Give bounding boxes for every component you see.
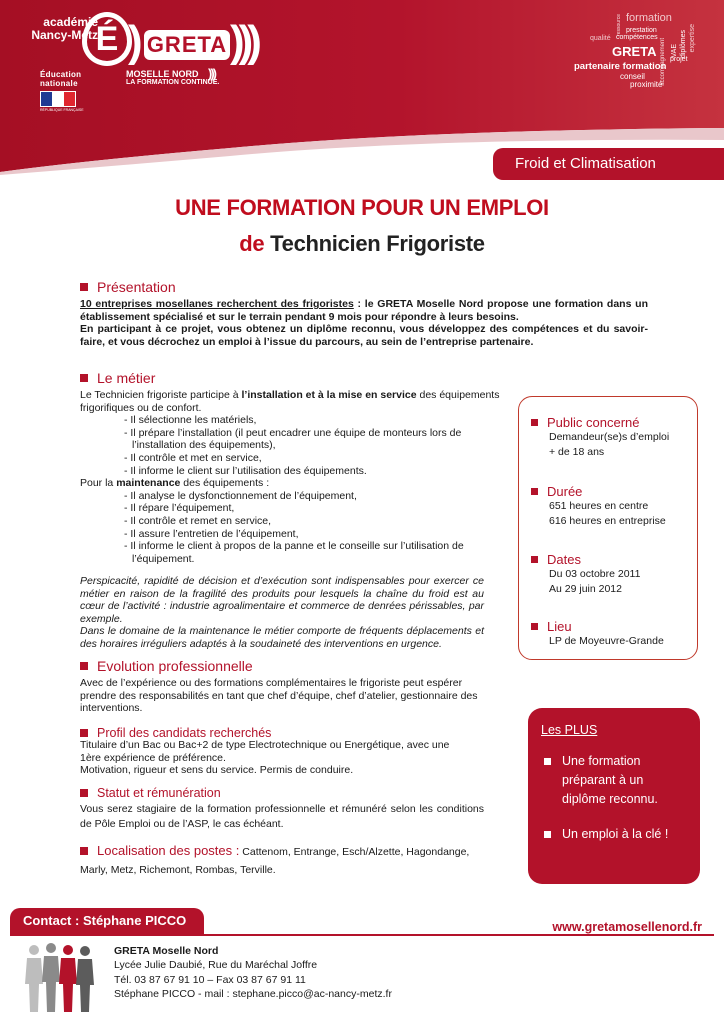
metier-italic2: Dans le domaine de la maintenance le métier comporte de fréquents déplacements et des horaires irréguliers adaptés à la soudaineté des interventions en urgence.	[80, 625, 484, 650]
wc-diplomes: diplômes	[680, 30, 687, 59]
education-line1: Éducation	[40, 70, 82, 79]
profil-line1: Titulaire d’un Bac ou Bac+2 de type Electrotechnique ou Energétique, avec une	[80, 739, 450, 751]
metier-text	[80, 389, 500, 565]
plus-item2-text: Un emploi à la clé !	[562, 827, 669, 841]
info-duree-line: 651 heures en centre	[549, 500, 649, 512]
wc-competences: compétences	[616, 34, 658, 41]
plus-box	[528, 708, 700, 884]
maint-item: - Il assure l’entretien de l’équipement,	[124, 527, 299, 540]
info-box	[518, 396, 698, 660]
install-item: - Il informe le client sur l’utilisation des équipements.	[124, 464, 367, 477]
bullet-square-icon	[80, 729, 88, 737]
section-heading-metier	[80, 370, 155, 386]
bullet-square-icon	[80, 283, 88, 291]
wc-ressource: ressource	[616, 14, 622, 36]
profil-line3: Motivation, rigueur et sens du service. Permis de conduire.	[80, 764, 354, 777]
academie-line1: académie	[43, 15, 98, 29]
localisation-block	[80, 842, 510, 879]
maint-intro-b: des équipements :	[180, 477, 270, 490]
bullet-square-icon	[80, 847, 88, 855]
footer-address	[114, 944, 392, 1002]
info-duree-title: Durée	[547, 484, 583, 499]
localisation-inline: Cattenom, Entrange, Esch/Alzette, Hagondange,	[239, 846, 470, 858]
footer-divider	[10, 934, 714, 936]
section-heading-presentation	[80, 279, 176, 295]
french-flag-icon	[40, 91, 76, 107]
greta-moselle-nord: MOSELLE NORD	[126, 69, 199, 79]
bullet-square-icon	[544, 758, 551, 765]
install-item: - Il prépare l’installation (il peut encadrer une équipe de monteurs lors de	[124, 426, 462, 439]
footer-org: GRETA Moselle Nord	[114, 945, 219, 957]
metier-intro-a: Le Technicien frigoriste participe à	[80, 389, 242, 401]
wc-vae: VAE	[671, 44, 678, 58]
info-duree-heading	[531, 484, 666, 499]
republique-text: RÉPUBLIQUE FRANÇAISE	[40, 108, 84, 112]
info-lieu-heading	[531, 619, 664, 634]
info-public-heading	[531, 415, 669, 430]
presentation-para1	[80, 298, 648, 323]
presentation-para2: En participant à ce projet, vous obtenez un diplôme reconnu, vous développez des compétences et du savoir-faire, et vous décrochez un emploi à l’issue du parcours, au sein de l’entreprise partenaire.	[80, 323, 648, 348]
footer-mail: Stéphane PICCO - mail : stephane.picco@ac-nancy-metz.fr	[114, 988, 392, 1001]
info-public-line: Demandeur(se)s d’emploi	[549, 431, 670, 443]
metier-intro	[80, 389, 500, 414]
wc-projet: projet	[670, 56, 688, 63]
localisation-heading: Localisation des postes :	[97, 843, 240, 858]
maint-item: - Il contrôle et remet en service,	[124, 514, 272, 527]
localisation-line2: Marly, Metz, Richemont, Rombas, Terville.	[80, 864, 276, 876]
metier-heading: Le métier	[97, 370, 156, 386]
statut-text: Vous serez stagiaire de la formation professionnelle et rémunéré selon les conditions de Pôle Emploi ou de l’ASP, le cas échéant.	[80, 803, 484, 830]
wc-partenaire-formation: partenaire formation	[574, 61, 667, 72]
metier-intro-b: des équipements frigorifiques ou de confort.	[80, 389, 500, 414]
footer-street: Lycée Julie Daubié, Rue du Maréchal Joffre	[114, 959, 318, 972]
presentation-lead: 10 entreprises mosellanes recherchent des frigoristes	[80, 298, 354, 310]
maintenance-intro	[80, 477, 500, 490]
info-dates-heading	[531, 552, 640, 567]
contact-tab: Contact : Stéphane PICCO	[10, 908, 204, 934]
profil-text	[80, 739, 500, 777]
maint-intro-a: Pour la	[80, 477, 117, 490]
subtitle-job: Technicien Frigoriste	[270, 231, 485, 256]
info-lieu-title: Lieu	[547, 619, 572, 634]
presentation-text	[80, 298, 648, 348]
bullet-square-icon	[531, 419, 538, 426]
maint-item: - Il informe le client à propos de la panne et le conseille sur l’utilisation de	[124, 540, 464, 553]
info-dates-title: Dates	[547, 552, 581, 567]
plus-item-formation	[544, 752, 658, 809]
bullet-square-icon	[80, 374, 88, 382]
subtitle-prefix: de	[239, 231, 265, 256]
section-heading-statut	[80, 785, 221, 801]
education-line2: nationale	[40, 79, 78, 88]
install-item: - Il sélectionne les matériels,	[124, 414, 257, 427]
plus-item-emploi	[544, 825, 668, 844]
main-title: UNE FORMATION POUR UN EMPLOI	[175, 195, 549, 220]
localisation-line1	[80, 842, 510, 861]
bullet-square-icon	[531, 623, 538, 630]
metier-italic1: Perspicacité, rapidité de décision et d’exécution sont indispensables pour exercer ce métier en raison de la fragilité des produits pour lesquels la chaîne du froid est au cœur de l’activité : industrie agroalimentaire et commerce de denrées périssables, par exemple.	[80, 575, 484, 625]
info-lieu-line: LP de Moyeuvre-Grande	[549, 635, 664, 647]
info-duree-line: 616 heures en entreprise	[549, 515, 666, 527]
wc-expertise: expertise	[689, 24, 696, 53]
greta-mini-braces: )))	[208, 66, 215, 81]
greta-right-braces: )))	[230, 17, 256, 66]
info-dates-line: Au 29 juin 2012	[549, 583, 622, 595]
plus-item1-line: préparant à un	[562, 773, 644, 787]
maint-intro-bold: maintenance	[116, 477, 181, 490]
metier-italic	[80, 575, 484, 651]
wc-greta: GRETA	[612, 44, 657, 59]
wc-prestation: prestation	[626, 27, 657, 34]
install-item: - Il contrôle et met en service,	[124, 451, 262, 464]
education-nationale-text	[40, 70, 81, 88]
plus-item-text	[562, 752, 658, 809]
category-tab: Froid et Climatisation	[493, 148, 724, 180]
maint-item: l’équipement.	[132, 552, 195, 565]
evolution-heading: Evolution professionnelle	[97, 658, 253, 674]
maint-item: - Il répare l’équipement,	[124, 502, 235, 515]
presentation-heading: Présentation	[97, 279, 176, 295]
info-lieu	[531, 619, 664, 649]
greta-left-brace: )	[128, 17, 143, 66]
plus-item1-line: diplôme reconnu.	[562, 792, 658, 806]
wc-formation: formation	[626, 12, 672, 24]
academie-e-logo: É	[82, 12, 132, 66]
section-heading-evolution	[80, 658, 253, 674]
plus-item1-line: Une formation	[562, 754, 641, 768]
maint-item: - Il analyse le dysfonctionnement de l’équipement,	[124, 489, 357, 502]
evolution-text: Avec de l’expérience ou des formations complémentaires le frigoriste peut espérer prendre des responsabilités en tant que chef d’équipe, chef d’atelier, gestionnaire des interventions.	[80, 677, 478, 715]
plus-title: Les PLUS	[541, 723, 598, 737]
wc-qualite: qualité	[590, 35, 611, 42]
greta-tagline: LA FORMATION CONTINUE.	[126, 79, 220, 86]
profil-heading: Profil des candidats recherchés	[97, 726, 272, 740]
wc-accompagnement: accompagnement	[660, 38, 666, 86]
info-dates	[531, 552, 640, 597]
bullet-square-icon	[544, 831, 551, 838]
word-cloud-logo	[560, 10, 710, 100]
wc-conseil: conseil	[620, 72, 645, 81]
bullet-square-icon	[80, 662, 88, 670]
greta-logo: GRETA	[144, 30, 230, 60]
info-public-line: + de 18 ans	[549, 446, 605, 458]
website-link[interactable]: www.gretamosellenord.fr	[552, 920, 702, 934]
footer-phone: Tél. 03 87 67 91 10 – Fax 03 87 67 91 11	[114, 973, 306, 986]
metier-intro-bold: l’installation et à la mise en service	[241, 389, 417, 401]
info-public	[531, 415, 669, 460]
presentation-lead-rest: : le GRETA Moselle Nord propose une formation dans un établissement spécialisé et sur le terrain pendant 9 mois pour répondre à leurs besoins.	[80, 298, 648, 323]
wc-proximite: proximité	[630, 80, 663, 89]
subtitle	[0, 230, 724, 258]
statut-heading: Statut et rémunération	[97, 786, 221, 800]
info-dates-line: Du 03 octobre 2011	[549, 568, 641, 580]
people-silhouettes-icon	[24, 942, 96, 1014]
bullet-square-icon	[531, 556, 538, 563]
info-public-title: Public concerné	[547, 415, 640, 430]
academie-line2: Nancy-Metz	[31, 28, 98, 42]
bullet-square-icon	[80, 789, 88, 797]
bullet-square-icon	[531, 488, 538, 495]
install-item: l’installation des équipements),	[132, 439, 276, 452]
profil-line2: 1ère expérience de préférence.	[80, 751, 226, 764]
info-duree	[531, 484, 666, 529]
